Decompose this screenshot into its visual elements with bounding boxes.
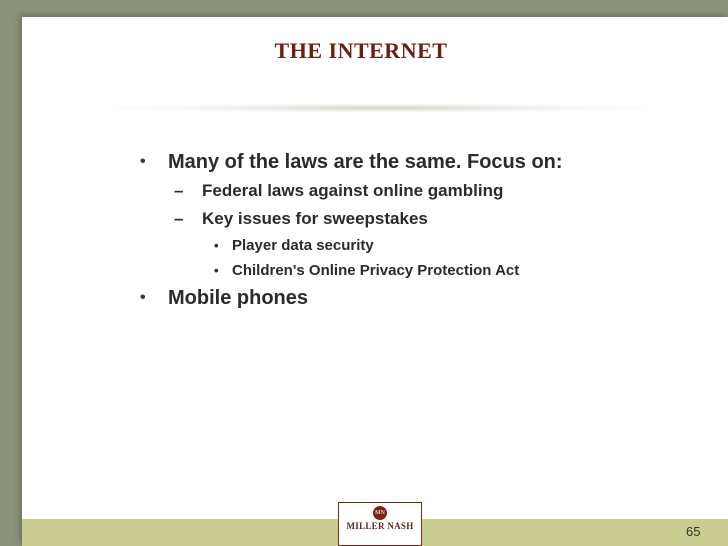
bullet-text: Many of the laws are the same. Focus on: [168, 151, 563, 173]
bullet-text: Mobile phones [168, 287, 308, 309]
dash-icon: – [174, 209, 184, 228]
sub-bullet-text: Federal laws against online gambling [202, 181, 504, 200]
miller-nash-logo [338, 502, 422, 546]
page-number: 65 [686, 524, 701, 539]
bullet-icon: • [140, 153, 146, 170]
logo-seal-icon: MN [373, 506, 387, 520]
slide-title: THE INTERNET [274, 38, 448, 63]
bullet-icon: • [214, 263, 219, 278]
bullet-item [140, 286, 640, 310]
sub-sub-bullet-text: Children's Online Privacy Protection Act [232, 262, 520, 279]
dash-icon: – [174, 181, 184, 200]
sub-bullet-text: Key issues for sweepstakes [202, 209, 428, 228]
sub-bullet-item [140, 180, 640, 201]
bullet-icon: • [140, 289, 146, 306]
logo-name: MILLER NASH [346, 521, 414, 531]
sub-sub-bullet-item [140, 261, 640, 281]
sub-sub-bullet-text: Player data security [232, 237, 374, 254]
bullet-icon: • [214, 238, 219, 253]
bullet-item [140, 150, 640, 174]
title-divider [102, 103, 662, 113]
sub-bullet-item [140, 208, 640, 229]
slide-content [140, 150, 640, 316]
sub-sub-bullet-item [140, 236, 640, 256]
